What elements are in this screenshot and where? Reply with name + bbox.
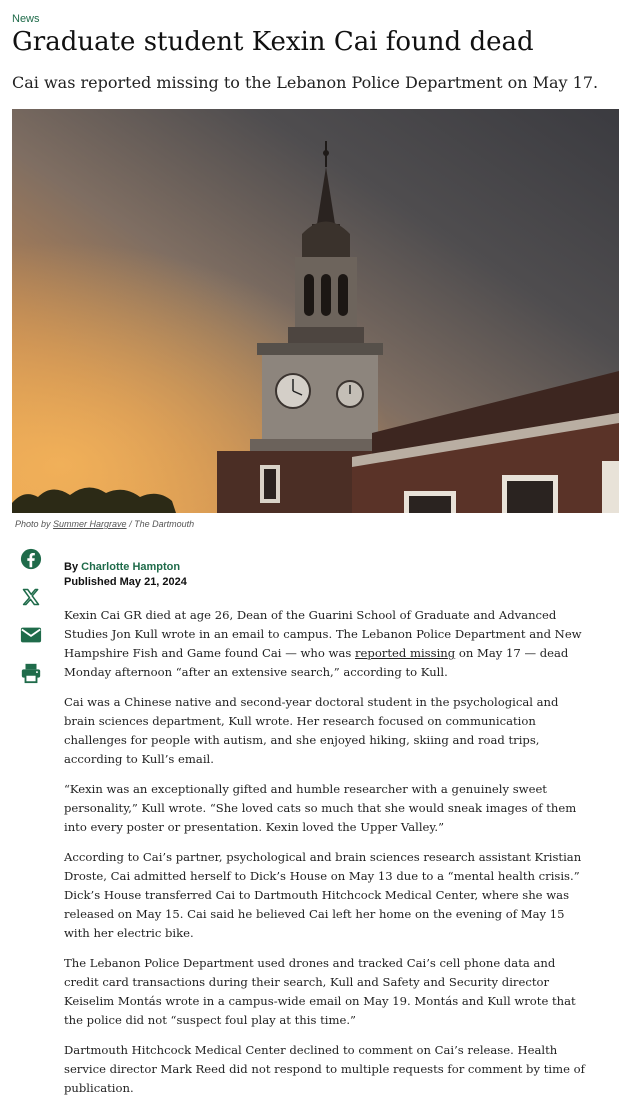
paragraph: “Kexin was an exceptionally gifted and humble researcher with a genuinely sweet personality,” Kull wrote. “She loved cats so much that she would sneak images of them into every poster or presentation. Kexin loved the Upper Valley.” <box>64 782 577 834</box>
share-email-button[interactable] <box>18 622 44 648</box>
paragraph: Cai was a Chinese native and second-year doctoral student in the psychological and brain sciences department, Kull wrote. Her research focused on communication challenges for people with autism, and she enjoyed hiking, skiing and road trips, according to Kull’s email. <box>64 695 559 766</box>
paragraph: According to Cai’s partner, psychological and brain sciences research assistant Kristian Droste, Cai admitted herself to Dick’s House on May 13 due to a “mental health crisis.” Dick’s House transferred Cai to Dartmouth Hitchcock Medical Center, where she was released on May 15. Cai said he believed Cai left her home on the evening of May 15 with her electric bike. <box>64 850 582 940</box>
paragraph: Kexin Cai GR died at age 26, Dean of the Guarini School of Graduate and Advanced Studies Jon Kull wrote in an email to campus. The Lebanon Police Department and New Hampshire Fish and Game found Cai — who was reported missing on May 17 — dead Monday afternoon “after an extensive search,” according to Kull. <box>64 608 582 679</box>
print-button[interactable] <box>18 660 44 686</box>
share-x-button[interactable] <box>18 584 44 610</box>
photo-credit: Photo by Summer Hargrave / The Dartmouth <box>15 519 195 529</box>
facebook-icon <box>20 548 42 570</box>
byline: By Charlotte Hampton Published May 21, 2024 <box>64 561 187 588</box>
paragraph: Dartmouth Hitchcock Medical Center declined to comment on Cai’s release. Health service director Mark Reed did not respond to multiple requests for comment by time of publication. <box>64 1043 585 1095</box>
x-icon <box>21 587 41 607</box>
print-icon <box>20 662 42 684</box>
author-link[interactable]: Charlotte Hampton <box>81 561 181 573</box>
paragraph: The Lebanon Police Department used drones and tracked Cai’s cell phone data and credit card transactions during their search, Kull and Safety and Security director Keiselim Montás wrote in a campus-wide email on May 19. Montás and Kull wrote that the police did not “suspect foul play at this time.” <box>64 956 576 1027</box>
photographer-link[interactable]: Summer Hargrave <box>53 519 127 529</box>
category-link[interactable]: News <box>12 13 40 25</box>
article-title: Graduate student Kexin Cai found dead <box>12 27 534 57</box>
article-body <box>64 606 592 1109</box>
email-icon <box>20 626 42 644</box>
reported-missing-link[interactable]: reported missing <box>355 646 456 660</box>
publish-date: Published May 21, 2024 <box>64 576 187 588</box>
article-subtitle: Cai was reported missing to the Lebanon Police Department on May 17. <box>12 73 599 92</box>
hero-image <box>12 109 619 513</box>
share-facebook-button[interactable] <box>18 546 44 572</box>
